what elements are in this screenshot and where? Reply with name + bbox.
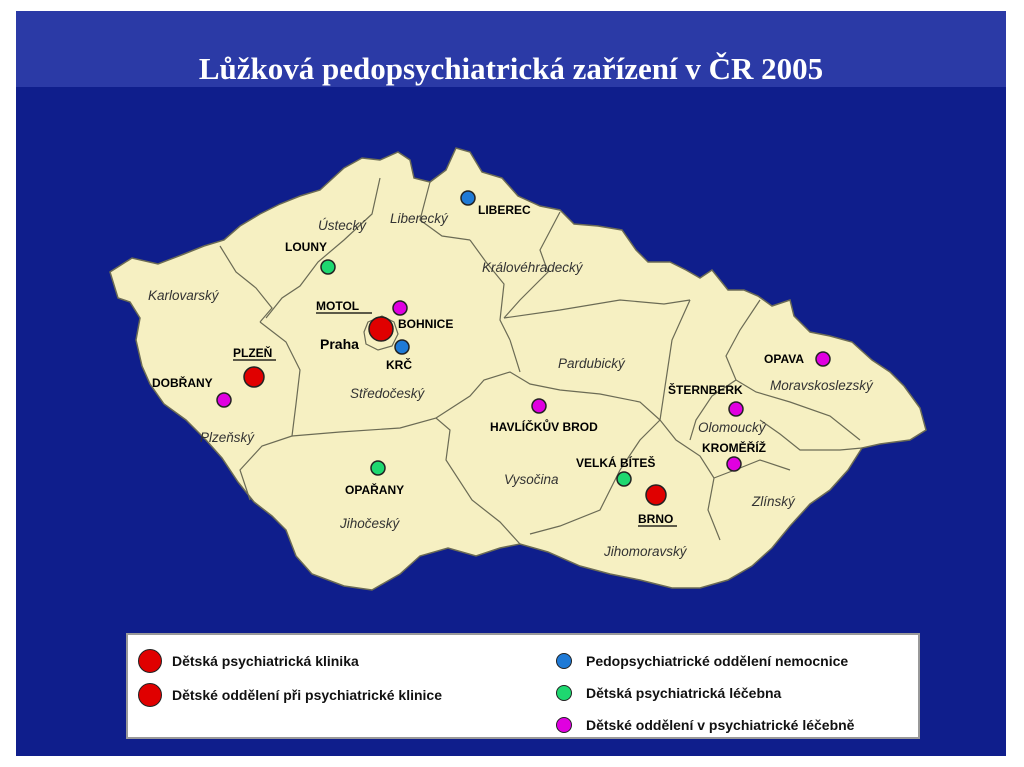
label-oparany: OPAŘANY xyxy=(345,483,405,497)
marker-motol xyxy=(369,317,393,341)
marker-havlickuv-brod xyxy=(532,399,546,413)
red-dot-icon xyxy=(138,649,162,673)
blue-dot-icon xyxy=(556,653,572,669)
legend-label: Dětská psychiatrická léčebna xyxy=(586,685,782,701)
legend-item-nemocnice xyxy=(552,649,848,673)
map-legend xyxy=(126,633,920,739)
label-havlickuv-brod: HAVLÍČKŮV BROD xyxy=(490,420,598,434)
magenta-dot-icon xyxy=(556,717,572,733)
region-plzensky: Plzeňský xyxy=(200,430,255,445)
region-jihocesky: Jihočeský xyxy=(340,516,400,531)
legend-item-klinika xyxy=(138,649,359,673)
label-dobrany: DOBŘANY xyxy=(152,376,213,390)
region-stredocesky: Středočeský xyxy=(350,386,425,401)
label-brno: BRNO xyxy=(638,512,674,526)
legend-item-oddeleni-lecebne xyxy=(552,713,854,737)
red-dot-icon xyxy=(138,683,162,707)
marker-brno xyxy=(646,485,666,505)
green-dot-icon xyxy=(556,685,572,701)
label-velka-bites: VELKÁ BÍTEŠ xyxy=(576,456,656,470)
marker-velka-bites xyxy=(617,472,631,486)
legend-label: Dětská psychiatrická klinika xyxy=(172,653,359,669)
page-title: Lůžková pedopsychiatrická zařízení v ČR 2005 xyxy=(198,51,824,86)
legend-item-lecebna xyxy=(552,681,781,705)
marker-opava xyxy=(816,352,830,366)
label-praha: Praha xyxy=(320,336,359,352)
label-liberec: LIBEREC xyxy=(478,203,531,217)
label-bohnice: BOHNICE xyxy=(398,317,454,331)
marker-kromeriz xyxy=(727,457,741,471)
region-ustecky: Ústecký xyxy=(318,218,367,233)
marker-sternberk xyxy=(729,402,743,416)
marker-krc xyxy=(395,340,409,354)
region-moravskoslezsky: Moravskoslezský xyxy=(770,378,873,393)
marker-dobrany xyxy=(217,393,231,407)
legend-item-oddeleni-klinika xyxy=(138,683,442,707)
marker-liberec xyxy=(461,191,475,205)
region-karlovarsky: Karlovarský xyxy=(148,288,219,303)
region-jihomoravsky: Jihomoravský xyxy=(604,544,687,559)
marker-bohnice xyxy=(393,301,407,315)
label-krc: KRČ xyxy=(386,358,412,372)
region-vysocina: Vysočina xyxy=(504,472,559,487)
legend-label: Pedopsychiatrické oddělení nemocnice xyxy=(586,653,849,669)
marker-louny xyxy=(321,260,335,274)
label-louny: LOUNY xyxy=(285,240,327,254)
region-zlinsky: Zlínský xyxy=(752,494,795,509)
marker-plzen xyxy=(244,367,264,387)
label-sternberk: ŠTERNBERK xyxy=(668,383,743,397)
label-plzen: PLZEŇ xyxy=(233,346,273,360)
region-olomoucky: Olomoucký xyxy=(698,420,766,435)
legend-label: Dětské oddělení v psychiatrické léčebně xyxy=(586,717,855,733)
label-kromeriz: KROMĚŘÍŽ xyxy=(702,441,766,455)
legend-label: Dětské oddělení při psychiatrické klinice xyxy=(172,687,442,703)
region-pardubicky: Pardubický xyxy=(558,356,625,371)
label-motol: MOTOL xyxy=(316,299,360,313)
region-kralovehradecky: Královéhradecký xyxy=(482,260,583,275)
label-opava: OPAVA xyxy=(764,352,805,366)
marker-oparany xyxy=(371,461,385,475)
region-liberecky: Liberecký xyxy=(390,211,448,226)
